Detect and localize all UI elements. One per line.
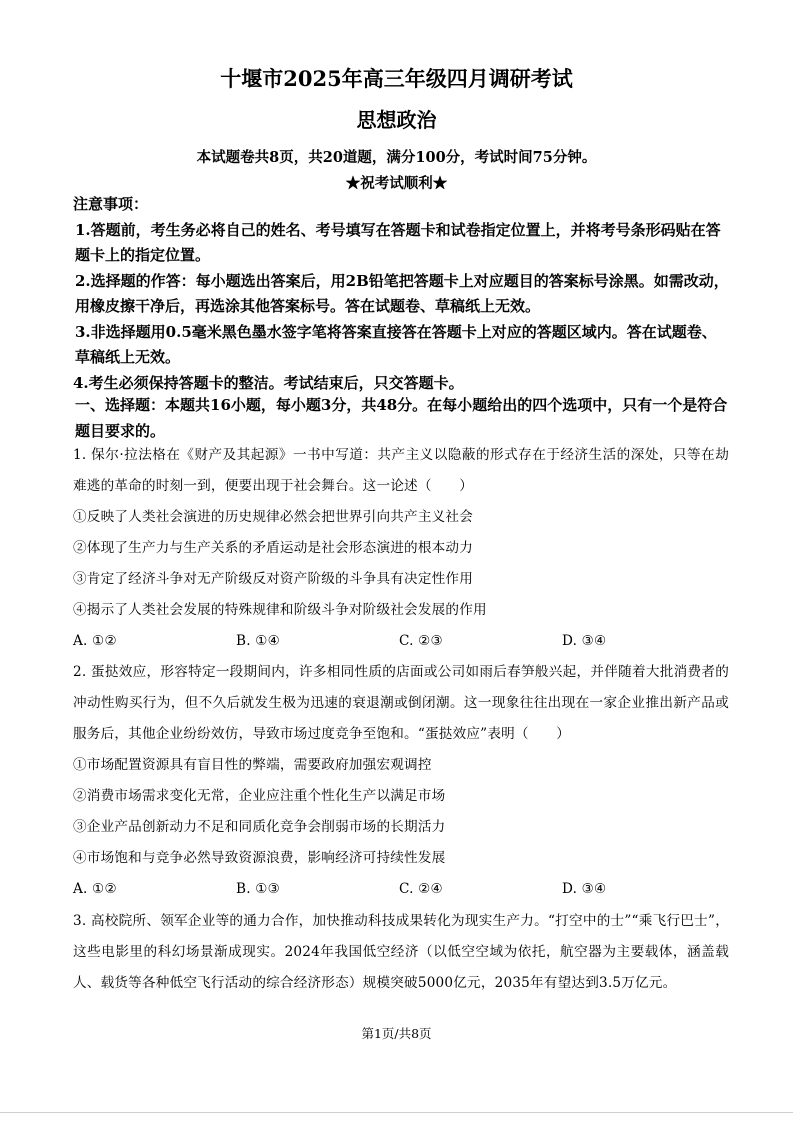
notice-heading: 注意事项： xyxy=(73,195,149,213)
question-1 xyxy=(73,440,729,657)
question-3 xyxy=(73,906,729,999)
option-b: B. ①④ xyxy=(236,633,281,649)
section-heading: 一、选择题：本题共16小题，每小题3分，共48分。在每小题给出的四个选项中，只有一个是符合题目要求的。 xyxy=(75,396,728,440)
statement: ②消费市场需求变化无常，企业应注重个性化生产以满足市场 xyxy=(73,788,446,804)
statement: ②体现了生产力与生产关系的矛盾运动是社会形态演进的根本动力 xyxy=(73,540,474,556)
option-d: D. ③④ xyxy=(562,881,607,897)
question-2 xyxy=(73,657,729,905)
option-c: C. ②③ xyxy=(399,633,443,649)
option-a: A. ①② xyxy=(73,633,117,649)
notice-item: 2.选择题的作答：每小题选出答案后，用2B铅笔把答题卡上对应题目的答案标号涂黑。如需改动，用橡皮擦干净后，再选涂其他答案标号。答在试题卷、草稿纸上无效。 xyxy=(75,271,729,315)
option-b: B. ①③ xyxy=(236,881,281,897)
notice-section xyxy=(73,192,729,396)
statement: ④市场饱和与竞争必然导致资源浪费，影响经济可持续性发展 xyxy=(73,850,446,866)
answer-options xyxy=(73,626,729,657)
notice-item: 4.考生必须保持答题卡的整洁。考试结束后，只交答题卡。 xyxy=(73,373,464,392)
subject-title: 思想政治 xyxy=(356,108,437,132)
question-stem: 2. 蛋挞效应，形容特定一段期间内，许多相同性质的店面或公司如雨后春笋般兴起，并伴随着大批消费者的冲动性购买行为，但不久后就发生极为迅速的衰退潮或倒闭潮。这一现象往往出现在一家企业推出新产品或服务后，其他企业纷纷效仿，导致市场过度竞争至饱和。“蛋挞效应”表明（ ） xyxy=(73,664,729,742)
question-stem: 1. 保尔·拉法格在《财产及其起源》一书中写道：共产主义以隐蔽的形式存在于经济生活的深处，只等在劫难逃的革命的时刻一到，便要出现于社会舞台。这一论述（ ） xyxy=(73,447,729,494)
statement: ①反映了人类社会演进的历史规律必然会把世界引向共产主义社会 xyxy=(73,509,474,525)
statement: ④揭示了人类社会发展的特殊规律和阶级斗争对阶级社会发展的作用 xyxy=(73,602,487,618)
notice-item: 3.非选择题用0.5毫米黑色墨水签字笔将答案直接答在答题卡上对应的答题区域内。答在试题卷、草稿纸上无效。 xyxy=(75,322,717,366)
exam-title: 十堰市2025年高三年级四月调研考试 xyxy=(220,66,573,91)
statement: ①市场配置资源具有盲目性的弊端，需要政府加强宏观调控 xyxy=(73,757,432,773)
page-number: 第1页/共8页 xyxy=(361,1026,432,1041)
answer-options xyxy=(73,874,729,905)
option-d: D. ③④ xyxy=(562,633,607,649)
statement: ③肯定了经济斗争对无产阶级反对资产阶级的斗争具有决定性作用 xyxy=(73,571,474,587)
option-c: C. ②④ xyxy=(399,881,443,897)
question-stem: 3. 高校院所、领军企业等的通力合作，加快推动科技成果转化为现实生产力。“打空中的士”“乘飞行巴士”，这些电影里的科幻场景渐成现实。2024年我国低空经济（以低空空域为依托，航空器为主要载体，涵盖载人、载货等各种低空飞行活动的综合经济形态）规模突破5000亿元，2035年有望达到3.5万亿元。 xyxy=(73,913,729,991)
section-heading-block xyxy=(73,392,729,444)
option-a: A. ①② xyxy=(73,881,117,897)
statement: ③企业产品创新动力不足和同质化竞争会削弱市场的长期活力 xyxy=(73,819,446,835)
notice-item: 1.答题前，考生务必将自己的姓名、考号填写在答题卡和试卷指定位置上，并将考号条形码贴在答题卡上的指定位置。 xyxy=(75,220,721,264)
bottom-divider xyxy=(0,1112,793,1113)
exam-info: 本试题卷共8页，共20道题，满分100分，考试时间75分钟。 xyxy=(196,149,597,166)
good-luck-line: ★祝考试顺利★ xyxy=(345,175,448,192)
